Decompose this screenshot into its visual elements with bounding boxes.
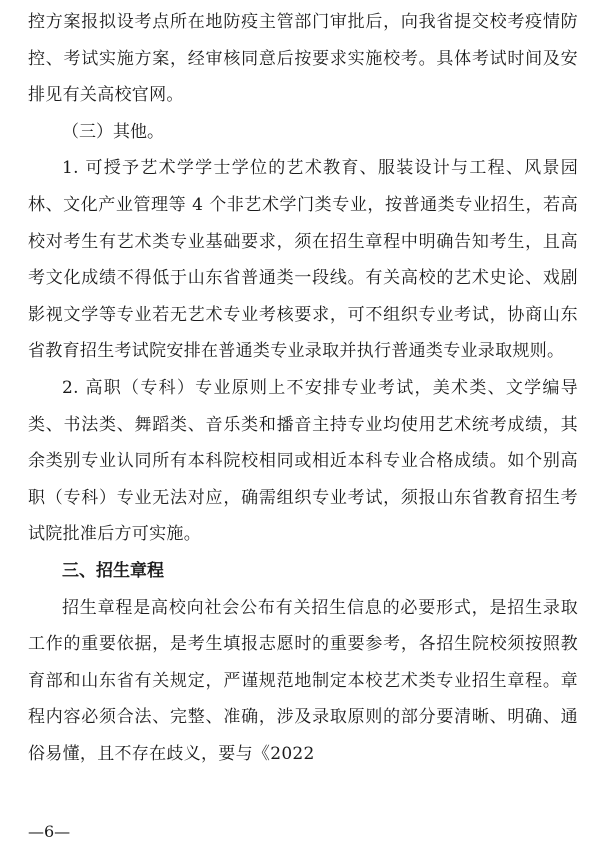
paragraph-continued: 控方案报拟设考点所在地防疫主管部门审批后，向我省提交校考疫情防控、考试实施方案，经审核同意后按要求实施校考。具体考试时间及安排见有关高校官网。: [28, 12, 578, 106]
page-number: —6—: [28, 822, 71, 841]
section-heading-admission-charter: 三、招生章程: [62, 560, 164, 581]
paragraph-item-1: 1. 可授予艺术学学士学位的艺术教育、服装设计与工程、风景园林、文化产业管理等 4 个非艺术学门类专业，按普通类专业招生，若高校对考生有艺术类专业基础要求，须在招生章程中明确告知考生，且高考文化成绩不得低于山东省普通类一段线。有关高校的艺术史论、戏剧影视文学等专业若无艺术专业考核要求，可不组织专业考试，协商山东省教育招生考试院安排在普通类专业录取并执行普通类专业录取规则。: [28, 158, 578, 362]
paragraph-admission-charter: 招生章程是高校向社会公布有关招生信息的必要形式，是招生录取工作的重要依据，是考生填报志愿时的重要参考，各招生院校须按照教育部和山东省有关规定，严谨规范地制定本校艺术类专业招生章程。章程内容必须合法、完整、准确，涉及录取原则的部分要清晰、明确、通俗易懂，且不存在歧义，要与《2022: [28, 597, 578, 764]
paragraph-item-2: 2. 高职（专科）专业原则上不安排专业考试，美术类、文学编导类、书法类、舞蹈类、音乐类和播音主持专业均使用艺术统考成绩，其余类别专业认同所有本科院校相同或相近本科专业合格成绩。如个别高职（专科）专业无法对应，确需组织专业考试，须报山东省教育招生考试院批准后方可实施。: [28, 377, 578, 545]
subheading-other: （三）其他。: [62, 121, 164, 142]
document-page: [28, 4, 578, 772]
